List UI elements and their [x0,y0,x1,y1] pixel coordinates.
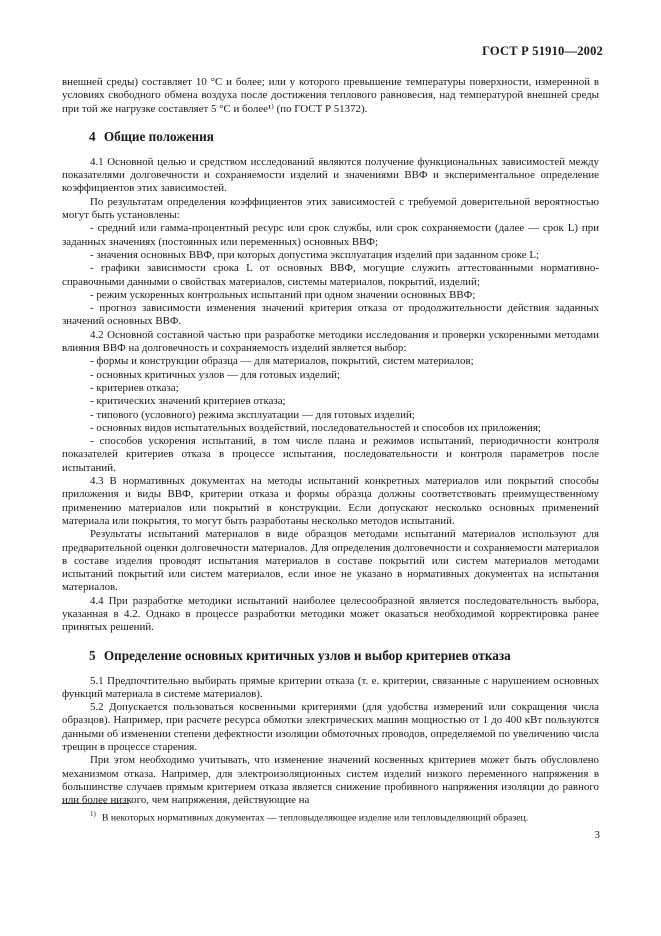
list-item: - критериев отказа; [90,381,179,394]
paragraph: По результатам определения коэффициентов этих зависимостей с требуемой доверительной вероятностью могут быть установлены: [62,195,599,222]
page-number: 3 [594,829,600,841]
list-item: - формы и конструкции образца — для материалов, покрытий, систем материалов; [90,355,474,368]
list-item: - режим ускоренных контрольных испытаний при одном значении основных ВВФ; [90,288,476,301]
list-item: - основных критичных узлов — для готовых изделий; [90,368,340,381]
section-number: 4 [89,128,96,144]
list-item: - способов ускорения испытаний, в том числе плана и режимов испытаний, периодичности контроля показателей критериев отказа в процессе испытания, последовательности и контроля параметров после испытаний. [62,435,599,474]
section-title: Определение основных критичных узлов и выбор критериев отказа [103,647,511,663]
paragraph: Результаты испытаний материалов в виде образцов методами испытаний материалов используют для предварительной оценки долговечности материалов. Для определения долговечности и сохраняемости материалов в составе изделия проводят испытания материалов в составе покрытий или систем материалов методами испытаний покрытий или систем материалов, если иное не указано в нормативных документах на испытания материалов. [62,528,599,594]
list-item: - значения основных ВВФ, при которых допустима эксплуатация изделий при заданном сроке L; [90,248,540,261]
list-item: - графики зависимости срока L от основных ВВФ, могущие служить аттестованными нормативно-справочными данными о свойствах материалов, системы материалов, покрытий, изделий; [62,262,599,288]
section-title: Общие положения [103,128,214,144]
paragraph: При этом необходимо учитывать, что изменение значений косвенных критериев может быть обусловлено механизмом отказа. Например, для электроизоляционных систем изделий низкого переменного напряжения в большинстве случаев прямым критерием отказа является снижение пробивного напряжения изоляции до равного или более низкого, чем напряжения, действующие на [62,754,599,807]
footnote-marker: 1) [90,810,96,818]
footnote-divider [62,803,129,804]
paragraph: 4.1 Основной целью и средством исследований являются получение функциональных зависимостей между показателями долговечности и сохраняемости изделий и значениями ВВФ и экспериментальное определение коэффициентов этих зависимостей. [62,155,599,195]
paragraph: 4.3 В нормативных документах на методы испытаний конкретных материалов или покрытий способы приложения и виды ВВФ, критерии отказа и формы образца должны соответствовать преимущественному применению материалов или покрытий в конструкции. Если допускают несколько основных применений материала или покрытия, то могут быть разработаны несколько методов испытаний. [62,475,599,527]
list-item: - критических значений критериев отказа; [90,395,286,408]
section-heading [89,648,599,664]
list-item: - прогноз зависимости изменения значений критерия отказа от продолжительности действия заданных значений основных ВВФ. [62,302,599,328]
paragraph: 5.2 Допускается пользоваться косвенными критериями (для удобства измерений или сокращения числа образцов). Например, при расчете ресурса обмотки электрических машин мощностью от 1 до 400 кВт пользуются данными об изменении степени дефектности изоляции обмоточных проводов, определяемой по увеличению числа трещин в процессе старения. [62,701,599,754]
document-body [62,76,599,808]
paragraph: 5.1 Предпочтительно выбирать прямые критерии отказа (т. е. критерии, связанные с нарушением основных функций материала в системе материалов). [62,674,599,700]
section-heading [89,129,599,145]
document-id-header: ГОСТ Р 51910—2002 [482,44,603,58]
paragraph: 4.4 При разработке методики испытаний наиболее целесообразной является последовательность выбора, указанная в 4.2. Однако в процессе разработки методики может оказаться необходимой корректировка ранее принятых решений. [62,594,599,634]
paragraph: 4.2 Основной составной частью при разработке методики исследования и проверки ускоренными методами влияния ВВФ на долговечность и сохраняемость изделий является выбор: [62,328,599,355]
paragraph: внешней среды) составляет 10 °С и более; или у которого превышение температуры поверхности, измеренной в условиях свободного обмена воздуха после достижения теплового равновесия, над температурой внешней среды при той же нагрузке составляет 5 °С и более¹⁾ (по ГОСТ Р 51372). [62,76,599,115]
section-number: 5 [89,647,96,663]
footnote-text: В некоторых нормативных документах — тепловыделяющее изделие или тепловыделяющий образец. [101,812,529,824]
footnote [90,808,600,824]
list-item: - основных видов испытательных воздействий, последовательностей и способов их приложения; [90,421,541,434]
list-item: - средний или гамма-процентный ресурс или срок службы, или срок сохраняемости (далее — срок L) при заданных значениях (постоянных или переменных) основных ВВФ; [62,222,599,248]
list-item: - типового (условного) режима эксплуатации — для готовых изделий; [90,408,415,421]
